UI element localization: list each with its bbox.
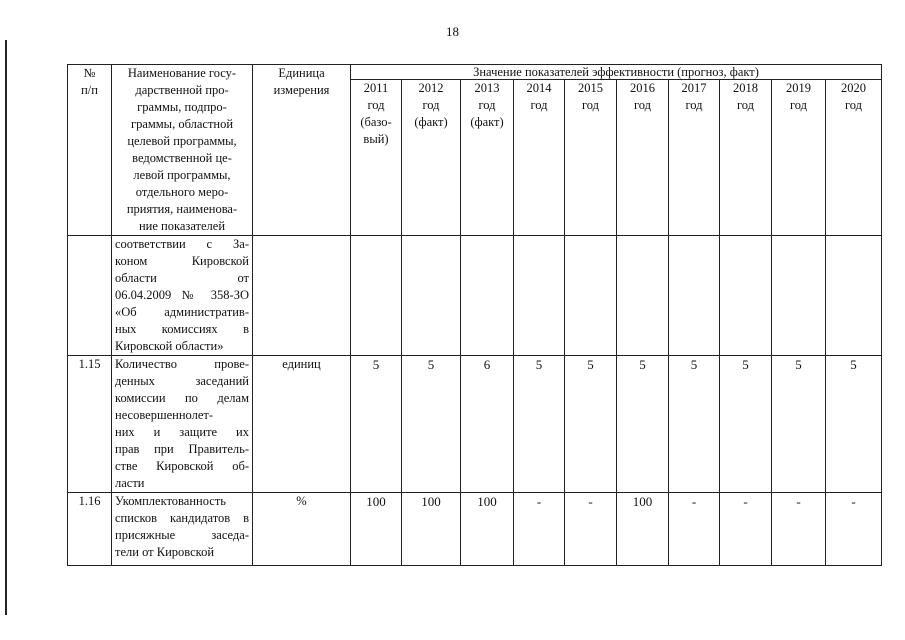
header-year: 2017 год <box>669 80 720 236</box>
page-number: 18 <box>446 24 459 39</box>
value-cell: 6 <box>461 356 514 493</box>
table-row <box>68 493 882 566</box>
value-cell: 100 <box>402 493 461 566</box>
value-cell <box>720 236 772 356</box>
value-cell <box>772 236 826 356</box>
header-year: 2019 год <box>772 80 826 236</box>
value-cell: - <box>826 493 882 566</box>
unit-cell <box>253 236 351 356</box>
indicator-name-line: «Об административ- <box>115 305 249 319</box>
indicator-name-line: тели от Кировской <box>115 545 215 559</box>
value-cell: 5 <box>402 356 461 493</box>
value-cell: - <box>772 493 826 566</box>
indicator-name-line: ных комиссиях в <box>115 322 249 336</box>
row-number <box>68 236 112 356</box>
indicator-name-line: области от <box>115 271 249 285</box>
header-year: 2014 год <box>514 80 565 236</box>
value-cell: 100 <box>461 493 514 566</box>
indicator-name-line: комиссии по делам <box>115 391 249 405</box>
value-cell <box>351 236 402 356</box>
value-cell <box>402 236 461 356</box>
row-number: 1.16 <box>68 493 112 566</box>
value-cell <box>461 236 514 356</box>
value-cell: 100 <box>351 493 402 566</box>
value-cell <box>514 236 565 356</box>
indicator-name-line: Кировской области» <box>115 339 224 353</box>
indicator-name-line: списков кандидатов в <box>115 511 249 525</box>
header-year: 2016 год <box>617 80 669 236</box>
header-values-title: Значение показателей эффективности (прогноз, факт) <box>351 65 882 80</box>
row-number: 1.15 <box>68 356 112 493</box>
indicator-name-line: коном Кировской <box>115 254 249 268</box>
value-cell: - <box>720 493 772 566</box>
table-row <box>68 236 882 356</box>
value-cell: 5 <box>826 356 882 493</box>
indicator-name <box>112 493 253 566</box>
indicator-name-line: Количество прове- <box>115 357 249 371</box>
indicator-name-line: присяжные заседа- <box>115 528 249 542</box>
header-year: 2012 год (факт) <box>402 80 461 236</box>
indicator-name-line: стве Кировской об- <box>115 459 249 473</box>
indicator-name-line: прав при Правитель- <box>115 442 249 456</box>
indicator-name-line: денных заседаний <box>115 374 249 388</box>
value-cell: - <box>565 493 617 566</box>
value-cell: 5 <box>617 356 669 493</box>
indicator-name-line: Укомплектованность <box>115 494 226 508</box>
indicator-name-line: них и защите их <box>115 425 249 439</box>
header-unit: Единица измерения <box>253 65 351 236</box>
value-cell: 5 <box>772 356 826 493</box>
header-name: Наименование госу- дарственной про- граммы, подпро- граммы, областной целевой программы, ведомственной це- левой программы, отдельного меро- приятия, наименова- ние показателей <box>112 65 253 236</box>
value-cell <box>565 236 617 356</box>
value-cell: 5 <box>669 356 720 493</box>
header-year: 2015 год <box>565 80 617 236</box>
header-year: 2013 год (факт) <box>461 80 514 236</box>
header-year: 2020 год <box>826 80 882 236</box>
unit-cell: единиц <box>253 356 351 493</box>
indicator-name-line: 06.04.2009 № 358-ЗО <box>115 288 249 302</box>
value-cell: - <box>514 493 565 566</box>
indicator-name <box>112 236 253 356</box>
indicator-name-line: ласти <box>115 476 145 490</box>
header-year: 2011 год (базо- вый) <box>351 80 402 236</box>
value-cell: 5 <box>720 356 772 493</box>
value-cell <box>617 236 669 356</box>
page-edge-mark <box>5 40 7 615</box>
indicator-name <box>112 356 253 493</box>
unit-cell: % <box>253 493 351 566</box>
indicator-name-line: соответствии с За- <box>115 237 249 251</box>
value-cell: - <box>669 493 720 566</box>
value-cell: 5 <box>351 356 402 493</box>
value-cell: 100 <box>617 493 669 566</box>
header-num: № п/п <box>68 65 112 236</box>
value-cell: 5 <box>565 356 617 493</box>
value-cell <box>669 236 720 356</box>
value-cell: 5 <box>514 356 565 493</box>
value-cell <box>826 236 882 356</box>
indicators-table <box>67 64 882 566</box>
header-year: 2018 год <box>720 80 772 236</box>
table-row <box>68 356 882 493</box>
indicator-name-line: несовершеннолет- <box>115 408 214 422</box>
